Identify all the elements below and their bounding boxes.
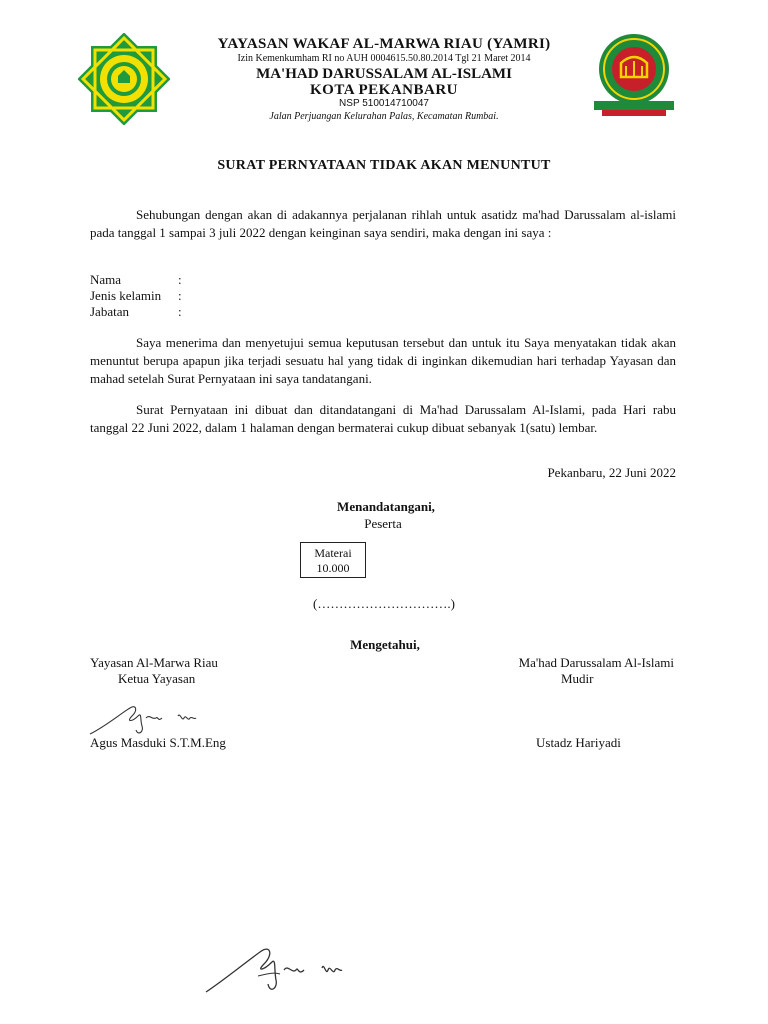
nsp-number: NSP 510014710047 xyxy=(339,98,429,109)
field-gender-label: Jenis kelamin xyxy=(90,288,162,303)
signer-role: Peserta xyxy=(364,516,402,531)
field-gender-colon: : xyxy=(178,288,182,303)
stamp-label: Materai xyxy=(314,546,352,560)
field-position-colon: : xyxy=(178,304,182,319)
right-org: Ma'had Darussalam Al-Islami xyxy=(518,655,674,670)
address-line: Jalan Perjuangan Kelurahan Palas, Kecamatan Rumbai. xyxy=(269,111,499,122)
signature-mark-small xyxy=(86,696,216,740)
document-title: SURAT PERNYATAAN TIDAK AKAN MENUNTUT xyxy=(217,158,551,173)
acknowledged-label: Mengetahui, xyxy=(350,637,420,652)
place-date: Pekanbaru, 22 Juni 2022 xyxy=(547,465,676,480)
right-name: Ustadz Hariyadi xyxy=(536,735,621,750)
field-position xyxy=(90,304,182,320)
signature-mark-large xyxy=(200,936,360,1000)
left-role: Ketua Yayasan xyxy=(118,671,196,686)
field-name-colon: : xyxy=(178,272,182,287)
left-name: Agus Masduki S.T.M.Eng xyxy=(90,735,226,750)
field-name xyxy=(90,272,182,288)
school-name: MA'HAD DARUSSALAM AL-ISLAMI xyxy=(256,66,512,82)
field-position-label: Jabatan xyxy=(90,304,129,319)
paragraph-intro: Sehubungan dengan akan di adakannya perjalanan rihlah untuk asatidz ma'had Darussalam al-islami pada tanggal 1 sampai 3 juli 2022 dengan keinginan saya sendiri, maka dengan ini saya : xyxy=(90,207,676,240)
org-name: YAYASAN WAKAF AL-MARWA RIAU (YAMRI) xyxy=(217,36,551,52)
paragraph-statement: Saya menerima dan menyetujui semua keputusan tersebut dan untuk itu Saya menyatakan tidak akan menuntut berupa apapun jika terjadi sesuatu hal yang tidak di inginkan dikemudian hari terhadap Yayasan dan mahad setelah Surat Pernyataan ini saya tandatangani. xyxy=(90,335,676,386)
right-role: Mudir xyxy=(561,671,594,686)
left-org: Yayasan Al-Marwa Riau xyxy=(90,655,218,670)
stamp-box xyxy=(300,542,366,578)
stamp-value: 10.000 xyxy=(316,561,350,575)
field-name-label: Nama xyxy=(90,272,122,287)
field-gender xyxy=(90,288,182,304)
paragraph-closing: Surat Pernyataan ini dibuat dan ditandatangani di Ma'had Darussalam Al-Islami, pada Hari rabu tanggal 22 Juni 2022, dalam 1 halaman dengan bermaterai cukup dibuat sebanyak 1(satu) lembar. xyxy=(90,402,676,435)
signature-placeholder: (………………………….) xyxy=(313,596,455,611)
permit-line: Izin Kemenkumham RI no AUH 0004615.50.80.2014 Tgl 21 Maret 2014 xyxy=(237,53,531,64)
city-name: KOTA PEKANBARU xyxy=(310,82,458,98)
signing-label: Menandatangani, xyxy=(337,499,435,514)
